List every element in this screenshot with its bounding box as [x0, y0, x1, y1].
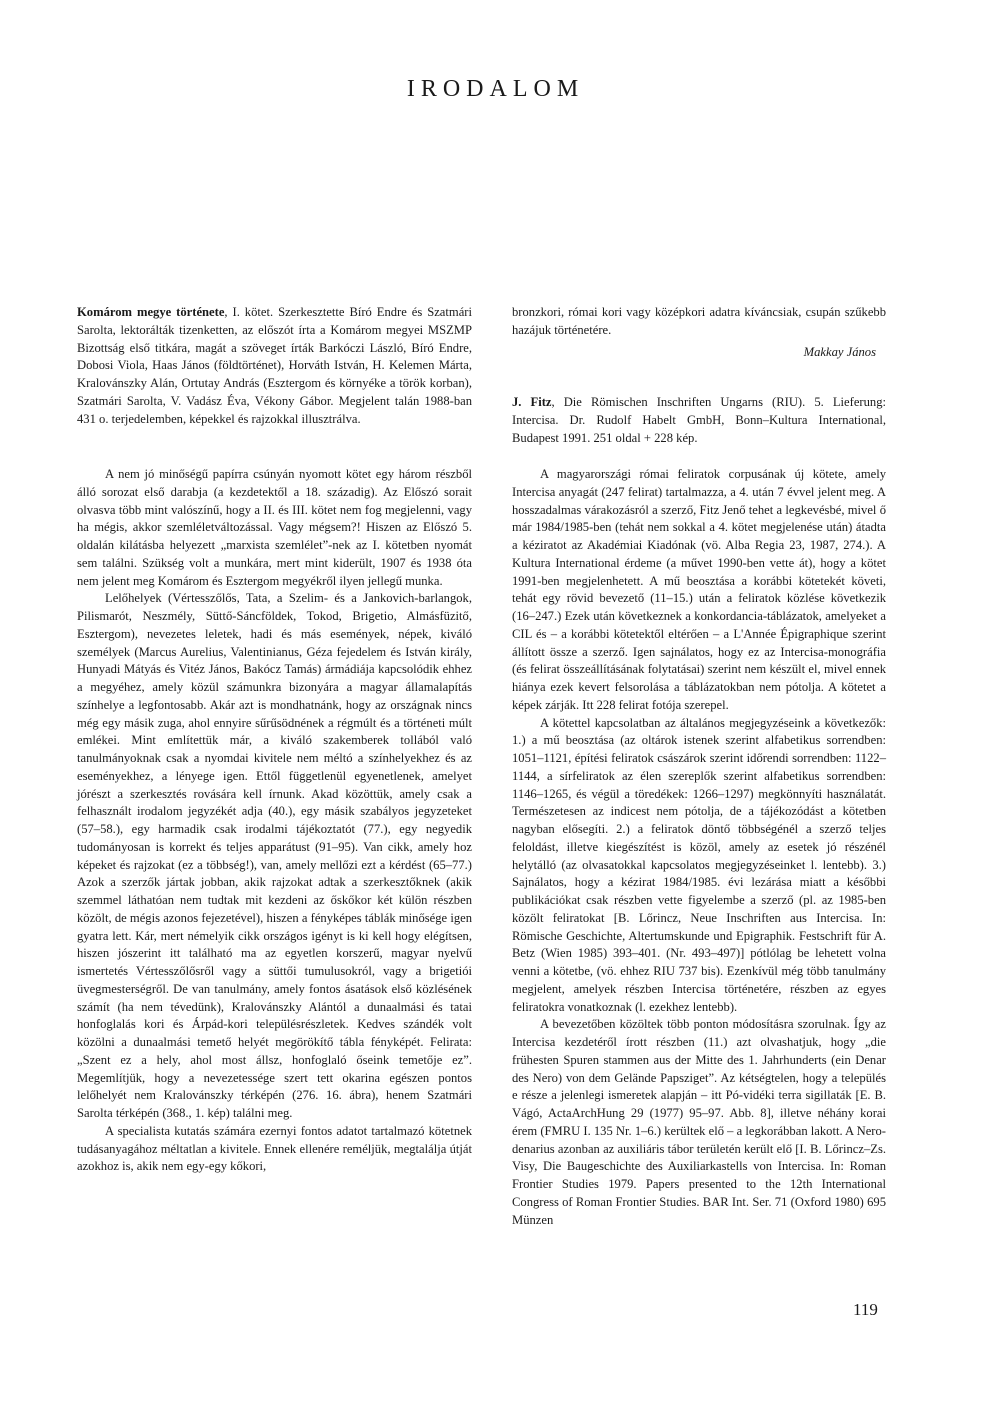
review2-paragraph-3: A bevezetőben közöltek több ponton módosításra szorulnak. Így az Intercisa kezdetéről írott részben (11.) azt olvashatjuk, hogy „die frühesten Spuren stammen aus der Mitte des 1. Jahrhunderts (ein Denar des Nero) von dem Gelände Papsziget”. Az kétségtelen, hogy a település e része a jelenlegi ismeretek alapján – itt Pó-vidéki terra sigillaták [E. B. Vágó, ActaArchHung 29 (1977) 95–97. Abb. 8], illetve néhány korai érem (FMRU I. 135 Nr. 1–6.) kerültek elő – a legkorábban lakott. A Nero-denarius azonban az auxiliáris tábor területén került elő [I. B. Lőrincz–Zs. Visy, Die Baugeschichte des Auxiliarkastells von Intercisa. In: Roman Frontier Studies 1979. Papers presented to the 12th International Congress of Roman Frontier Studies. BAR Int. Ser. 71 (Oxford 1980) 695 Münzen	[512, 1017, 886, 1227]
review2-paragraph-2: A kötettel kapcsolatban az általános megjegyzéseink a következők: 1.) a mű beosztása (az oltárok istenek szerint alfabetikus sorrendben: 1051–1121, építési feliratok császárok szerint időrendi sorrendben: 1122–1144, a sírfeliratok az élen szereplők szerint alfabetikus sorrendben: 1146–1265, és végül a töredékek: 1266–1297) megkönnyíti használatát. Természetesen az indicest nem pótolja, de a tájékozódást a kötetben nagyban elősegíti. 2.) a feliratok döntő többségénél a szerző teljes feloldást, illetve kiegészítést is közöl, amely az esetek jó részénél helytálló (az olvasatokkal kapcsolatos megjegyzéseinket l. lentebb). 3.) Sajnálatos, hogy a kézirat 1984/1985. évi lezárása miatt a későbbi publikációkat csak részben vette figyelembe a szerző (pl. az 1985-ben közölt feliratokat [B. Lőrincz, Neue Inschriften aus Intercisa. In: Römische Geschichte, Altertumskunde und Epigraphik. Festschrift für A. Betz (Wien 1985) 393–401. (Nr. 493–497)] pótlólag be lehetett volna venni a kötetbe, (vö. ehhez RIU 737 bis). Ezenkívül még több tanulmány megjelent, amelyek részben Intercisa történetére, részben az egyes feliratokra vonatkoznak (l. ezekhez lentebb).	[512, 715, 886, 1014]
review1-paragraph-2: Lelőhelyek (Vértesszőlős, Tata, a Szelim- és a Jankovich-barlangok, Pilismarót, Neszmély, Süttő-Sáncföldek, Tokod, Brigetio, Almásfüzitő, Esztergom), nevezetes leletek, hadi és más események, népek, kiváló személyek (Marcus Aurelius, Valentinianus, Géza fejedelem és István király, Hunyadi Mátyás és Vitéz János, Bakócz Tamás) ármádiája kapcsolódik ehhez a megyéhez, amely közül számunkra bizonyára a magyar államalapítás színhelye a legfontosabb. Akár azt is mondhatnánk, hogy az országnak nincs még egy másik zuga, ahol ennyire sűrűsödnének a régmúlt és a történeti múlt emlékei. Mint említettük már, a kiváló szakemberek tollából való tanulmányoknak csak a nyomdai kivitele nem méltó a színhelyekhez és az eseményekhez, a lényege igen. Ettől függetlenül egyenetlenek, amelyet jórészt a szerkesztés rovására kell írnunk. Akad közöttük, amely csak a felhasznált irodalom jegyzékét adja (40.), egy másik szabályos jegyzeteket (57–58.), egy harmadik csak irodalmi tájékoztatót (77.), egy negyedik tudományosan is korrekt és teljes apparátust (91–95). Van cikk, amely hoz képeket és rajzokat (ez a többség!), van, amely mellőzi ezt a kérdést (65–77.) Azok a szerzők jártak jobban, akik rajzokat adtak a szerkesztőknek (akik szemmel láthatóan nem tudtak mit kezdeni az őskőkor két külön részben közölt, de mégis azonos fejezetével), hiszen a fényképes táblák minősége igen gyatra lett. Kár, mert némelyik cikk országos igényt is ki kell hogy elégítsen, hiszen jószerint itt található ma az egyetlen korszerű, magyar nyelvű ismertetés Vértesszőlősről vagy a süttői tumulusokról, vagy a brigetiói üvegmesterségről. De van tanulmány, amely fontos ásatások első közlésének számít (ha nem tévedünk), Kralovánszky Alántól a dunaalmási és tatai honfoglalás kori és Árpád-kori településrészletek. Kedves szándék volt közölni a dunaalmási temető helyét megörökítő tábla fényképét. Felirata: „Szent ez a hely, ahol most állsz, honfoglaló őseink temetője ez”. Megemlítjük, hogy a nevezetessége szert tett okarina egészen pontos lelőhelyét nem Kralovánszky térképén (276. 16. ábra), henem Szatmári Sarolta térképén (368., 1. kép) találni meg.	[77, 591, 472, 1120]
review1-closing: bronzkori, római kori vagy középkori adatra kíváncsiak, csupán szűkebb hazájuk történetére.	[512, 305, 886, 337]
right-column-bib	[512, 394, 886, 447]
page-title: IRODALOM	[406, 76, 585, 102]
review1-book-title: Komárom megye története	[77, 305, 225, 319]
review2-bibliography	[512, 394, 886, 447]
right-column-top	[512, 304, 886, 361]
review1-paragraph-3: A specialista kutatás számára ezernyi fontos adatot tartalmazó kötetnek tudásanyagához méltatlan a kivitele. Ennek ellenére reméljük, megtalálja útját azokhoz is, akik nem egy-egy kőkori,	[77, 1123, 472, 1174]
review1-paragraph-1: A nem jó minőségű papírra csúnyán nyomott kötet egy három részből álló sorozat első darabja (a kezdetektől a 18. századig). Az Előszó sorait olvasva több mint valószínű, hogy a II. és III. kötet nem fog megjelenni, vagy ha mégis, akkor szemléletváltozással. Vagy mégsem?! Hiszen az Előszó 5. oldalán kilátásba helyezett „marxista szemlélet”-nek az I. kötetben nyomát sem találni. Szükség volt a munkára, mert mint kiderült, 1907 és 1938 óta nem jelent meg Komárom és Esztergom megyékről ilyen jellegű munka.	[77, 467, 472, 588]
review1-bib-details: , I. kötet. Szerkesztette Bíró Endre és Szatmári Sarolta, lektorálták tizenketten, az előszót írta a Komárom megyei MSZMP Bizottság első titkára, magát a szöveget írták Barkóczi László, Bíró Endre, Dobosi Viola, Haas János (földtörténet), Horváth István, H. Kelemen Márta, Kralovánszky Alán, Ortutay András (Esztergom és környéke a török korban), Szatmári Sarolta, V. Vadász Éva, Vékony Gábor. Megjelent talán 1988-ban 431 o. terjedelemben, képekkel és rajzokkal illusztrálva.	[77, 305, 472, 426]
page-number: 119	[853, 1300, 878, 1319]
left-column-body	[77, 466, 472, 1176]
left-column	[77, 304, 472, 428]
review1-signature: Makkay János	[803, 344, 876, 359]
review1-bibliography	[77, 304, 472, 428]
review2-author: J. Fitz	[512, 395, 552, 409]
review2-paragraph-1: A magyarországi római feliratok corpusának új kötete, amely Intercisa anyagát (247 felirat) tartalmazza, a 4. után 7 évvel jelent meg. A hosszadalmas várakozásról a szerző, Fitz Jenő tehet a legkevésbé, mivel ő már 1984/1985-ben (tehát nem sokkal a 4. kötet megjelenése után) átadta a kéziratot az Akadémiai Kiadónak (vö. Alba Regia 23, 1987, 274.). A Kultura International érdeme (a művet 1990-ben vette át), hogy a kötet 1991-ben megjelenhetett. A mű beosztása a korábbi kötetekét követi, tehát egy rövid bevezető (11–15.) után a feliratok közlése következik (16–247.) Ezek után következnek a konkordancia-táblázatok, amelyeket a CIL és – a korábbi kötetektől eltérően – a L'Année Épigraphique szerint állított össze a szerző. Igen sajnálatos, hogy ez az Intercisa-monográfia (és felirat összeállításának folytatásai) szerint nem készült el, mivel ennek hiánya ezek kevert felsorolása a táblázatokban nem pótolja. A kötetet a képek zárják. Itt 228 felirat fotója szerepel.	[512, 467, 886, 712]
review2-bib-details: , Die Römischen Inschriften Ungarns (RIU). 5. Lieferung: Intercisa. Dr. Rudolf Habelt GmbH, Bonn–Kultura International, Budapest 1991. 251 oldal + 228 kép.	[512, 395, 887, 445]
right-column-body	[512, 466, 886, 1229]
